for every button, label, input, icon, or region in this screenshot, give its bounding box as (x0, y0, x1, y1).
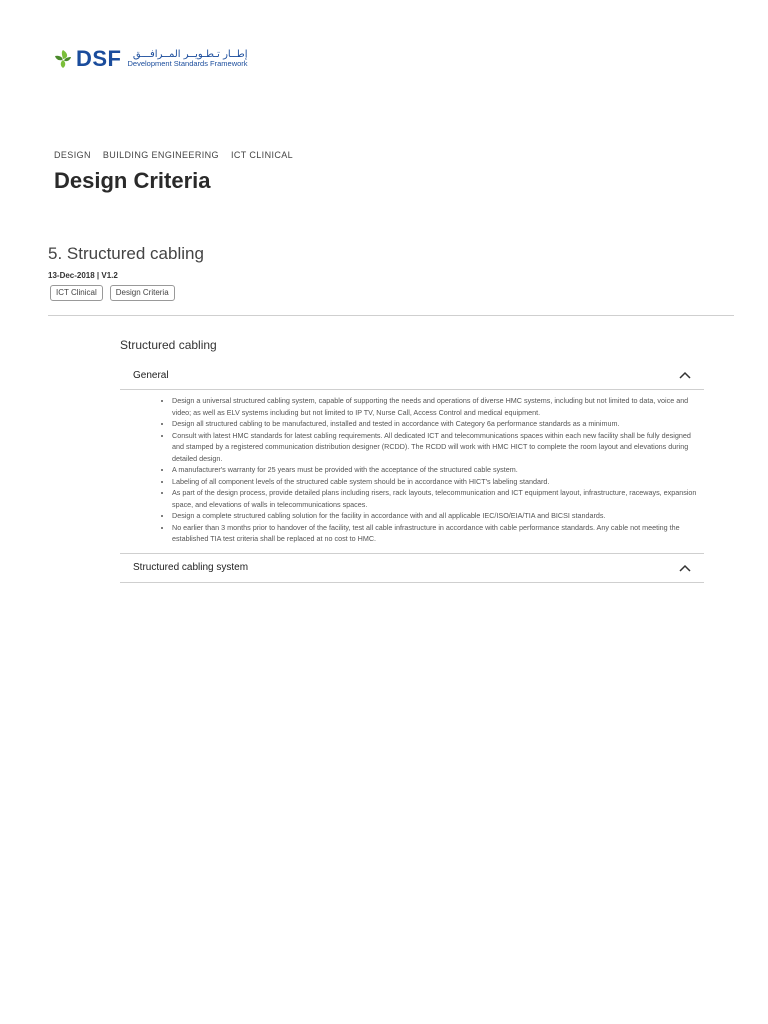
list-item: • As part of the design process, provide detailed plans including risers, rack layouts, telecommunication and ICT equipment layout, infrastructure, raceways, expansion space, and elevations of walls in telecommunications spaces. (172, 487, 704, 510)
list-item: • Labeling of all component levels of the structured cable system should be in accordance with HICT's labeling standard. (172, 476, 704, 488)
content-heading: Structured cabling (120, 338, 217, 352)
accordion-general-header[interactable] (120, 361, 704, 390)
logo-wordmark: DSF (76, 46, 122, 71)
accordion-general-body (120, 390, 704, 554)
accordion-structured-cabling-system-label: Structured cabling system (133, 562, 249, 573)
breadcrumb-ict-clinical[interactable]: ICT CLINICAL (230, 150, 294, 160)
section-divider (48, 315, 734, 316)
content-area (120, 338, 704, 583)
breadcrumb-design[interactable]: DESIGN (54, 150, 91, 160)
accordion-structured-cabling-system-header[interactable] (120, 554, 704, 583)
list-item: • Consult with latest HMC standards for latest cabling requirements. All dedicated ICT and telecommunications spaces within each new facility shall be fully designed and stamped by a registered communication distribution designer (RCDD). The RCDD will work with HMC HICT to complete the room layout and elevations during detailed design. (172, 430, 704, 465)
chevron-up-icon[interactable] (679, 564, 691, 572)
chevron-up-icon[interactable] (679, 371, 691, 379)
tag-ict-clinical[interactable]: ICT Clinical (50, 285, 103, 301)
logo-english-name: Development Standards Framework (127, 59, 248, 69)
list-item: • A manufacturer's warranty for 25 years must be provided with the acceptance of the structured cable system. (172, 464, 704, 476)
breadcrumb-building-engineering[interactable]: BUILDING ENGINEERING (102, 150, 219, 160)
list-item: • No earlier than 3 months prior to handover of the facility, test all cable infrastructure in accordance with cable performance standards. Any cable not meeting the established TIA test criteria shall be replaced at no cost to HMC. (172, 522, 704, 545)
tag-design-criteria[interactable]: Design Criteria (110, 285, 175, 301)
leaf-logo-icon (54, 49, 72, 69)
list-item: • Design a complete structured cabling solution for the facility in accordance with and all applicable IEC/ISO/EIA/TIA and BICSI standards. (172, 510, 704, 522)
general-requirements-list (120, 395, 704, 545)
page-title: Design Criteria (54, 168, 211, 193)
list-item: • Design a universal structured cabling system, capable of supporting the needs and operations of diverse HMC systems, including but not limited to data, voice and video; as well as ELV systems including but not limited to IP TV, Nurse Call, Access Control and medical equipment. (172, 395, 704, 418)
section-date-version: 13-Dec-2018 | V1.2 (48, 271, 118, 280)
section-title: 5. Structured cabling (48, 244, 204, 263)
logo-arabic-name: إطــار تـطـويــر المــرافـــق (132, 48, 248, 60)
breadcrumb (54, 150, 293, 160)
list-item: • Design all structured cabling to be manufactured, installed and tested in accordance with Category 6a performance standards as a minimum. (172, 418, 704, 430)
dsf-logo[interactable] (54, 48, 248, 70)
tag-list (50, 285, 175, 301)
accordion-general-label: General (133, 369, 169, 381)
